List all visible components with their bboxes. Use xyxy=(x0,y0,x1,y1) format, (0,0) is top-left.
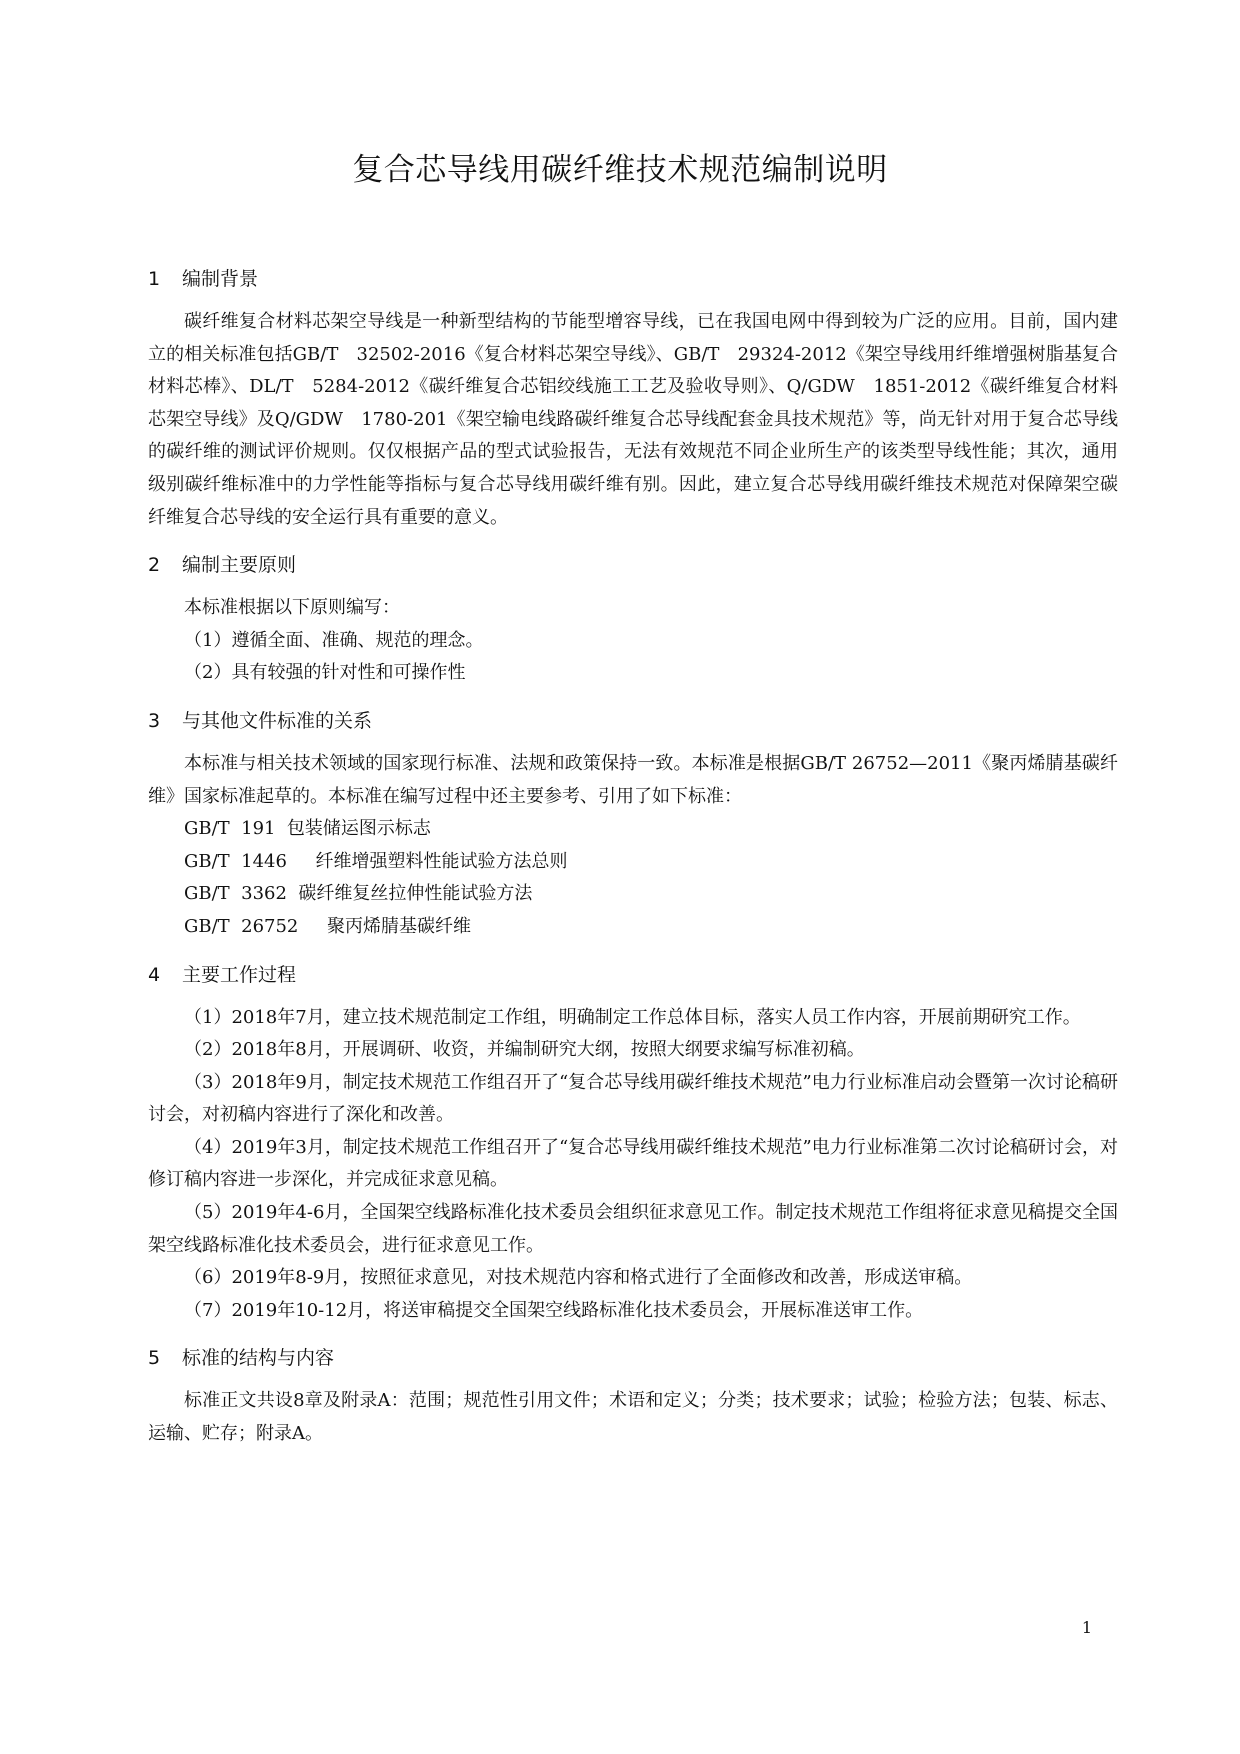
page-number: 1 xyxy=(1081,1618,1092,1637)
section-heading xyxy=(148,548,1118,582)
paragraph: （6）2019年8-9月，按照征求意见，对技术规范内容和格式进行了全面修改和改善，形成送审稿。 xyxy=(184,1267,973,1289)
paragraph: （2）2018年8月，开展调研、收资，并编制研究大纲，按照大纲要求编写标准初稿。 xyxy=(184,1039,865,1061)
standard-reference: GB/T 1446 纤维增强塑料性能试验方法总则 xyxy=(184,850,568,872)
paragraph: （4）2019年3月，制定技术规范工作组召开了“复合芯导线用碳纤维技术规范”电力行业标准第二次讨论稿研讨会，对修订稿内容进一步深化，并完成征求意见稿。 xyxy=(148,1136,1118,1191)
standard-reference: GB/T 191 包装储运图示标志 xyxy=(184,818,431,840)
section-title: 编制背景 xyxy=(182,268,259,290)
section-heading xyxy=(148,1341,1118,1375)
section-title: 标准的结构与内容 xyxy=(182,1347,335,1370)
paragraph: （1）2018年7月，建立技术规范制定工作组，明确制定工作总体目标，落实人员工作内容，开展前期研究工作。 xyxy=(184,1006,1081,1028)
section-number: 3 xyxy=(148,709,161,732)
section-number: 5 xyxy=(148,1347,161,1370)
paragraph: 碳纤维复合材料芯架空导线是一种新型结构的节能型增容导线，已在我国电网中得到较为广泛的应用。目前，国内建立的相关标准包括GB/T 32502-2016《复合材料芯架空导线》、GB/T 29324-2012《架空导线用纤维增强树脂基复合材料芯棒》、DL/T 5284-2012《碳纤维复合芯铝绞线施工工艺及验收导则》、Q/GDW 1851-2012《碳纤维复合材料芯架空导线》及Q/GDW 1780-201《架空输电线路碳纤维复合芯导线配套金具技术规范》等，尚无针对用于复合芯导线的碳纤维的测试评价规则。仅仅根据产品的型式试验报告，无法有效规范不同企业所生产的该类型导线性能；其次，通用级别碳纤维标准中的力学性能等指标与复合芯导线用碳纤维有别。因此，建立复合芯导线用碳纤维技术规范对保障架空碳纤维复合芯导线的安全运行具有重要的意义。 xyxy=(148,311,1118,528)
section-number: 2 xyxy=(148,554,161,577)
section-work-process xyxy=(148,958,1118,1328)
section-title: 与其他文件标准的关系 xyxy=(182,709,373,732)
section-heading xyxy=(148,958,1118,992)
paragraph: 本标准根据以下原则编写： xyxy=(184,597,400,619)
section-number: 1 xyxy=(148,268,161,290)
document-body xyxy=(148,262,1118,1451)
paragraph: （5）2019年4-6月，全国架空线路标准化技术委员会组织征求意见工作。制定技术规范工作组将征求意见稿提交全国架空线路标准化技术委员会，进行征求意见工作。 xyxy=(148,1202,1118,1256)
section-heading xyxy=(148,262,1118,296)
section-structure xyxy=(148,1341,1118,1450)
section-principles xyxy=(148,548,1118,690)
section-background xyxy=(148,262,1118,534)
paragraph: （7）2019年10-12月，将送审稿提交全国架空线路标准化技术委员会，开展标准送审工作。 xyxy=(184,1299,924,1321)
section-relations xyxy=(148,704,1118,944)
section-number: 4 xyxy=(148,963,161,986)
list-item: （2）具有较强的针对性和可操作性 xyxy=(184,662,466,684)
paragraph: 标准正文共设8章及附录A：范围；规范性引用文件；术语和定义；分类；技术要求；试验；检验方法；包装、标志、运输、贮存；附录A。 xyxy=(148,1390,1118,1445)
standard-reference: GB/T 3362 碳纤维复丝拉伸性能试验方法 xyxy=(184,883,533,905)
list-item: （1）遵循全面、准确、规范的理念。 xyxy=(184,629,484,651)
paragraph: 本标准与相关技术领域的国家现行标准、法规和政策保持一致。本标准是根据GB/T 26752—2011《聚丙烯腈基碳纤维》国家标准起草的。本标准在编写过程中还主要参考、引用了如下标准： xyxy=(148,752,1118,807)
standard-reference: GB/T 26752 聚丙烯腈基碳纤维 xyxy=(184,915,471,937)
section-heading xyxy=(148,704,1118,738)
document-title: 复合芯导线用碳纤维技术规范编制说明 xyxy=(352,152,888,188)
section-title: 编制主要原则 xyxy=(182,554,297,577)
section-title: 主要工作过程 xyxy=(182,963,297,986)
paragraph: （3）2018年9月，制定技术规范工作组召开了“复合芯导线用碳纤维技术规范”电力行业标准启动会暨第一次讨论稿研讨会，对初稿内容进行了深化和改善。 xyxy=(148,1071,1118,1126)
